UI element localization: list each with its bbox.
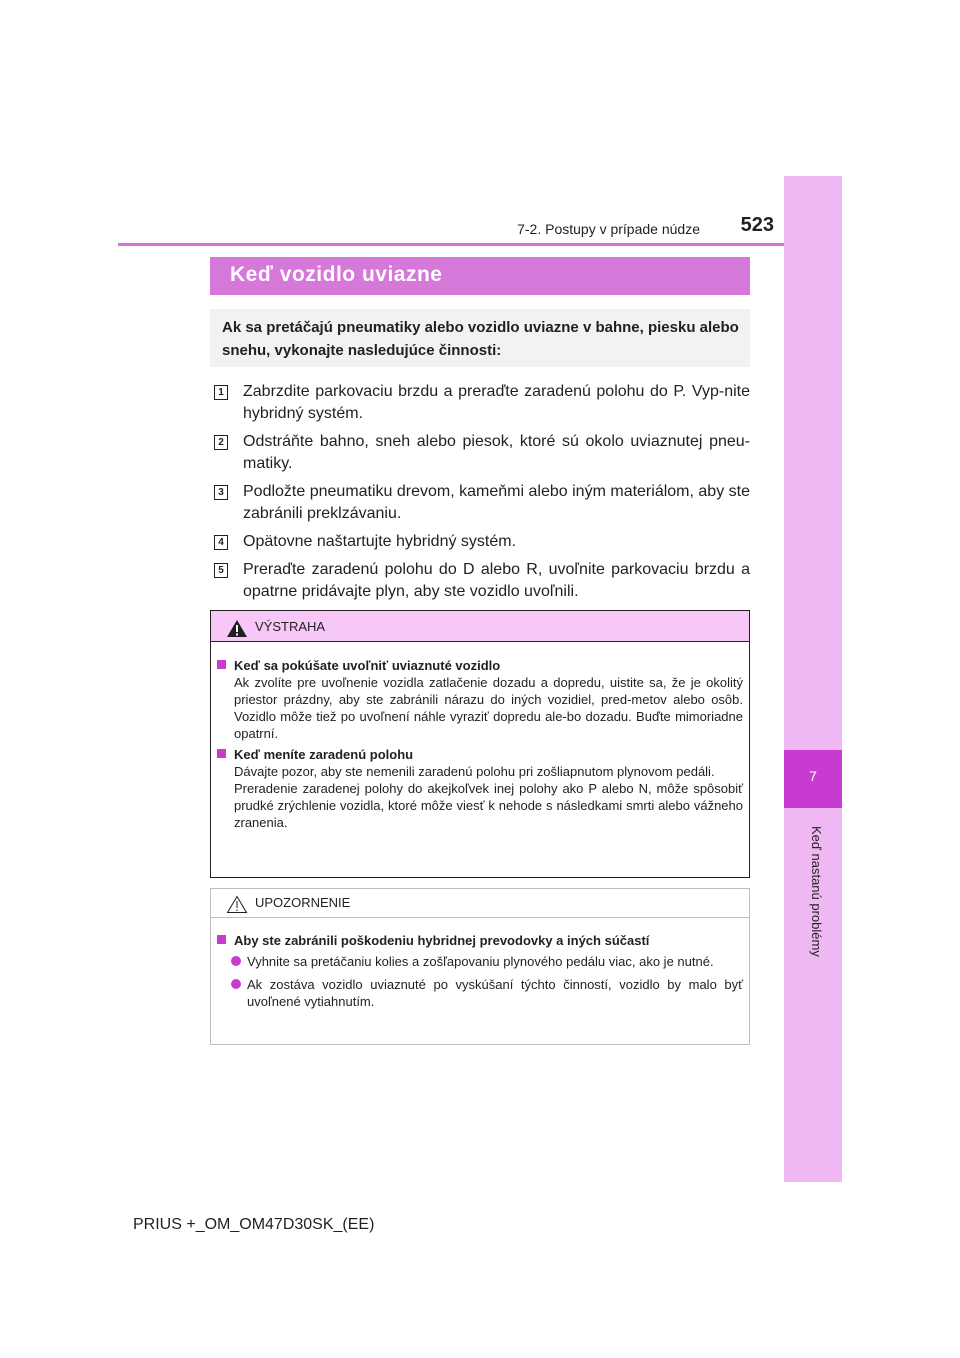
square-bullet-icon (217, 660, 226, 669)
page-title: Keď vozidlo uviazne (230, 263, 443, 286)
section-label: 7-2. Postupy v prípade núdze (517, 221, 700, 237)
step-number: 2 (214, 435, 228, 450)
warning-triangle-icon (226, 619, 248, 638)
step-text: Opätovne naštartujte hybridný systém. (243, 533, 517, 550)
step-list (214, 381, 750, 609)
warning-box (210, 610, 750, 878)
round-bullet-icon (231, 979, 241, 989)
round-bullet-icon (231, 956, 241, 966)
step-text: Zabrzdite parkovaciu brzdu a preraďte zaradenú polohu do P. Vyp-nite hybridný systém. (243, 383, 750, 422)
square-bullet-icon (217, 749, 226, 758)
chapter-side-tab (784, 176, 842, 1182)
notice-heading: Aby ste zabránili poškodeniu hybridnej prevodovky a iných súčastí (234, 933, 650, 948)
notice-box (210, 888, 750, 1045)
warning-item-body: Preradenie zaradenej polohy do akejkoľvek inej polohy ako P alebo N, môže spôsobiť prudké zrýchlenie vozidla, ktoré môže viesť k nehode s následkami smrti alebo vážneho zranenia. (234, 781, 743, 830)
warning-item-heading: Keď meníte zaradenú polohu (234, 747, 414, 762)
chapter-number: 7 (809, 768, 817, 784)
step-item (214, 381, 750, 425)
notice-label: UPOZORNENIE (255, 895, 351, 910)
warning-label: VÝSTRAHA (255, 619, 326, 634)
notice-bullet-text: Ak zostáva vozidlo uviaznuté po vyskúšaní týchto činností, vozidlo by malo byť uvoľnené vytiahnutím. (247, 977, 743, 1009)
step-item (214, 559, 750, 603)
warning-item-body: Dávajte pozor, aby ste nemenili zaradenú polohu pri zošliapnutom plynovom pedáli. (234, 764, 715, 779)
square-bullet-icon (217, 935, 226, 944)
notice-bullet (217, 953, 743, 970)
title-bar (210, 257, 750, 295)
step-item (214, 431, 750, 475)
page-number: 523 (740, 214, 774, 236)
notice-bullet (217, 976, 743, 1010)
notice-header (211, 889, 749, 918)
step-item (214, 531, 750, 553)
caution-triangle-icon (226, 895, 248, 914)
warning-item (217, 657, 743, 742)
step-number: 1 (214, 385, 228, 400)
warning-header (211, 611, 749, 642)
step-text: Preraďte zaradenú polohu do D alebo R, uvoľnite parkovaciu brzdu a opatrne pridávajte plyn, aby ste vozidlo uvoľnili. (243, 561, 750, 600)
intro-box (210, 309, 750, 367)
header-rule (118, 243, 784, 246)
step-number: 4 (214, 535, 228, 550)
step-text: Odstráňte bahno, sneh alebo piesok, ktoré sú okolo uviaznutej pneu-matiky. (243, 433, 750, 472)
chapter-title: Keď nastanú problémy (809, 826, 824, 957)
step-text: Podložte pneumatiku drevom, kameňmi alebo iným materiálom, aby ste zabránili preklzávaniu. (243, 483, 750, 522)
warning-item-body: Ak zvolíte pre uvoľnenie vozidla zatlačenie dozadu a dopredu, uistite sa, že je okolitý priestor prázdny, aby ste zabránili nárazu do iných vozidiel, pred-metov alebo osôb. Vozidlo môže tiež po uvoľnení náhle vyraziť dopredu ale-bo dozadu. Buďte mimoriadne opatrní. (234, 675, 743, 741)
warning-item-heading: Keď sa pokúšate uvoľniť uviaznuté vozidlo (234, 658, 501, 673)
document-code: PRIUS +_OM_OM47D30SK_(EE) (133, 1216, 375, 1233)
intro-text: Ak sa pretáčajú pneumatiky alebo vozidlo uviazne v bahne, piesku alebo snehu, vykonajte nasledujúce činnosti: (222, 319, 739, 359)
step-number: 3 (214, 485, 228, 500)
warning-item (217, 746, 743, 831)
notice-item (217, 932, 743, 949)
step-number: 5 (214, 563, 228, 578)
notice-bullet-text: Vyhnite sa pretáčaniu kolies a zošľapovaniu plynového pedálu viac, ako je nutné. (247, 954, 714, 969)
step-item (214, 481, 750, 525)
